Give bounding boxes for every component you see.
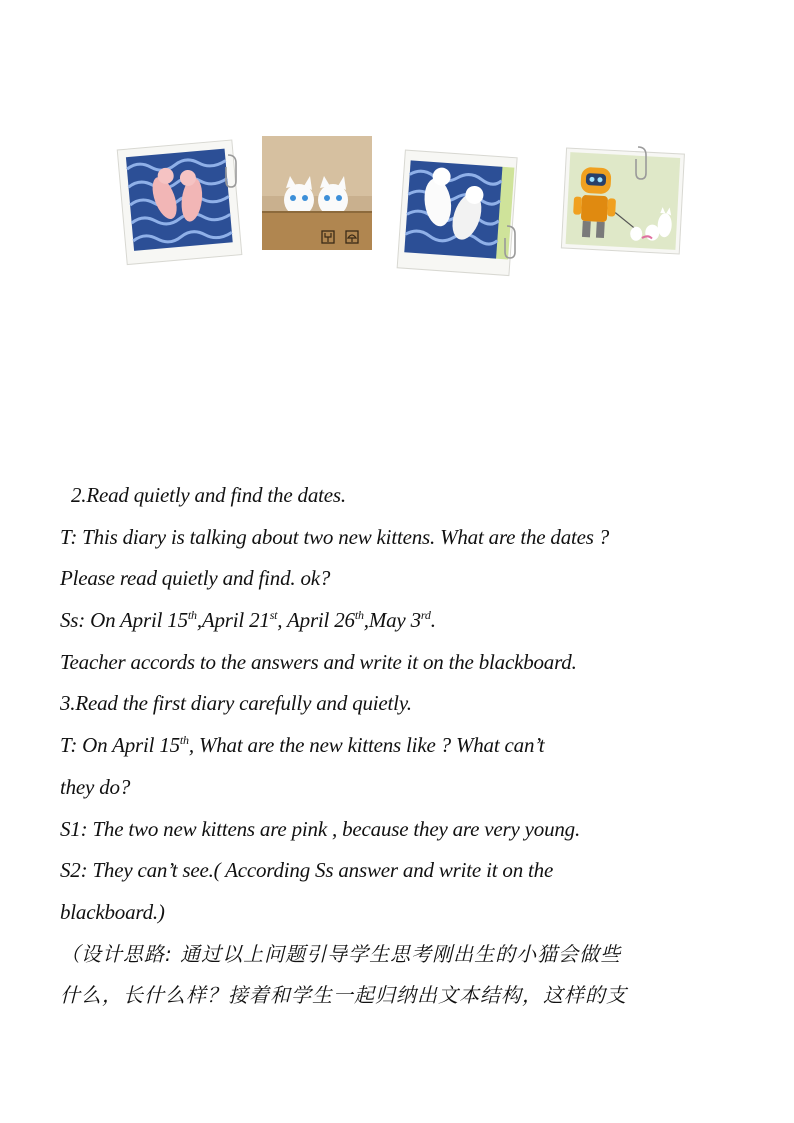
teacher-instruction: Please read quietly and find. ok? xyxy=(60,566,331,591)
student1-answer: S1: The two new kittens are pink , because they are very young. xyxy=(60,816,581,841)
students-answer-dates: Ss: On April 15th,April 21st, April 26th,May 3rd. xyxy=(60,608,436,633)
lesson-text xyxy=(60,475,760,1017)
photo-robot-kittens xyxy=(558,143,688,255)
photo-newborn-kittens xyxy=(110,135,245,270)
photo-kittens-in-box xyxy=(262,136,372,250)
design-idea-line2: 什么，长什么样？接着和学生一起归纳出文本结构，这样的支 xyxy=(60,983,627,1008)
step-2-heading: 2.Read quietly and find the dates. xyxy=(71,483,346,507)
photo-white-kittens xyxy=(395,148,525,283)
photo-strip xyxy=(0,0,794,300)
teacher-question-dates: T: This diary is talking about two new kittens. What are the dates ? xyxy=(60,524,610,549)
teacher-question-continued: they do? xyxy=(60,774,131,799)
teacher-question-kittens: T: On April 15th, What are the new kittens like ? What can’t xyxy=(60,733,545,758)
step-3-heading: 3.Read the first diary carefully and quietly. xyxy=(60,691,412,716)
teacher-note: Teacher accords to the answers and write it on the blackboard. xyxy=(60,649,577,674)
design-idea-line1: （设计思路: 通过以上问题引导学生思考刚出生的小猫会做些 xyxy=(60,941,622,966)
student2-answer: S2: They can’t see.( According Ss answer and write it on the xyxy=(60,858,554,883)
student2-answer-continued: blackboard.) xyxy=(60,899,165,924)
